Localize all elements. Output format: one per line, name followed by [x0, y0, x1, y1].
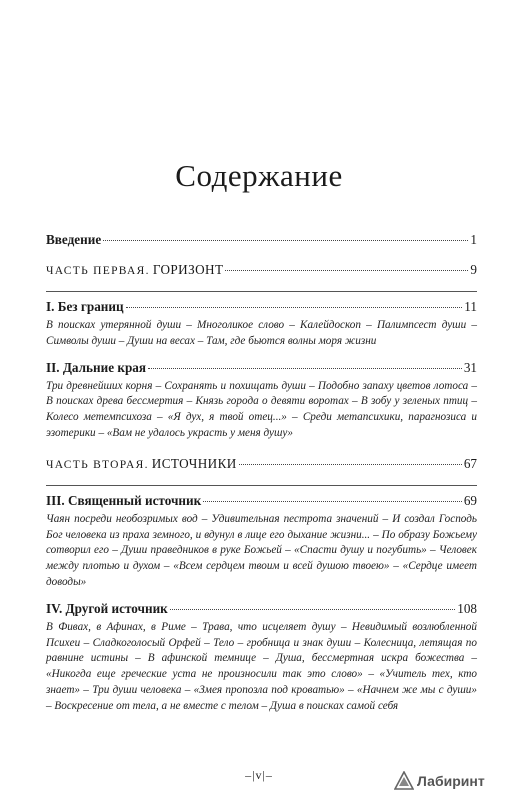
labyrinth-logo-icon: [394, 771, 414, 791]
leader-dots: [239, 464, 462, 465]
toc-page-number: 67: [463, 455, 477, 471]
leader-dots: [170, 609, 455, 610]
chapter-summary: В поисках утерянной души – Многоликое слово – Калейдоскоп – Палимпсест души – Символы души – Души на весах – Там, где бьются волны моря жизни: [46, 319, 477, 347]
toc-page-number: 31: [463, 359, 477, 375]
table-of-contents: [46, 232, 477, 715]
chapter-summary: Три древнейших корня – Сохранять и похищать души – Подобно запаху цветов лотоса – В поисках древа бессмертия – Князь города о девяти воротах – В зобу у зеленых птиц – Колесо метемпсихоза – «Я дух, я твой отец...» – Среди метапсихики, парагнозиса и эзотерики – «Вам не удалось украсть у меня душу»: [46, 379, 477, 439]
toc-chapter-3[interactable]: [46, 493, 477, 509]
leader-dots: [225, 270, 468, 271]
chapter-title: II. Дальние края: [46, 359, 147, 375]
toc-entry-intro[interactable]: [46, 232, 477, 248]
toc-part-2[interactable]: [46, 456, 477, 473]
page-title: Содержание: [175, 158, 343, 193]
toc-part-1[interactable]: [46, 262, 477, 279]
chapter-summary: Чаян посреди необозримых вод – Удивительная пестрота значений – И создал Господь Бог человека из праха земного, и вдунул в лице его дыхание жизни... – По образу Божьему сотворил его – Души праведников в руке Божьей – «Спасти душу и погубить» – Человек между плотью и духом – «Всем сердцем твоим и всей душою твоею» – «Сердце имеет доводы»: [46, 512, 477, 588]
toc-page-number: 1: [470, 232, 477, 247]
toc-chapter-4[interactable]: [46, 601, 477, 617]
toc-page-number: 69: [463, 492, 477, 508]
part-label: ЧАСТЬ ПЕРВАЯ.: [46, 265, 150, 277]
watermark-text: Лабиринт: [417, 773, 485, 789]
toc-page-number: 108: [457, 600, 477, 616]
leader-dots: [148, 368, 462, 369]
leader-dots: [103, 240, 468, 241]
part-title: ГОРИЗОНТ: [152, 262, 224, 277]
chapter-title: IV. Другой источник: [46, 600, 168, 616]
part-heading: [46, 262, 223, 279]
chapter-title: III. Священный источник: [46, 492, 202, 508]
part-title: ИСТОЧНИКИ: [151, 455, 237, 471]
toc-chapter-1[interactable]: [46, 299, 477, 315]
chapter-title: I. Без границ: [46, 299, 124, 314]
toc-page-number: 11: [464, 299, 477, 314]
part-label: ЧАСТЬ ВТОРАЯ.: [46, 458, 149, 471]
watermark-logo: [394, 768, 510, 794]
page-number: –|v|–: [245, 768, 273, 782]
part-heading: [46, 456, 237, 473]
leader-dots: [203, 501, 462, 502]
toc-page-number: 9: [470, 262, 477, 277]
toc-chapter-2[interactable]: [46, 360, 477, 376]
chapter-summary: В Фивах, в Афинах, в Риме – Трава, что исцеляет душу – Невидимый возлюбленной Психеи – Сладкоголосый Орфей – Тело – гробница и знак души – Колесница, летящая по равнине истины – В афинской темнице – Душа, бессмертная искра божества – «Никогда еще греческие уста не произносили так это слово» – «Учитель тех, кто знает» – Три души человека – «Змея пропозла под кроватью» – «Начнем же мы с души» – Воскресение от тела, а не вместе с телом – Душа в поисках самой себя: [46, 620, 477, 712]
leader-dots: [126, 307, 463, 308]
toc-entry-label: Введение: [46, 232, 102, 247]
